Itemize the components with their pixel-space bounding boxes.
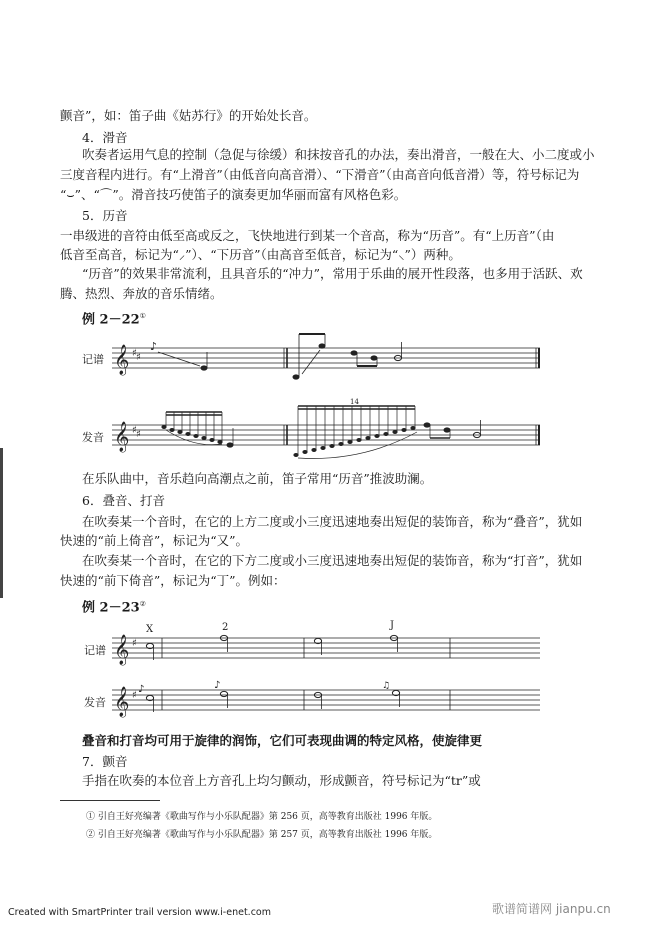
svg-text:♪: ♪ — [214, 680, 221, 691]
site-watermark: 歌谱简谱网 jianpu.cn — [492, 902, 611, 916]
section-heading-4: 4．滑音 — [82, 130, 128, 145]
footnote-ref: ① — [139, 312, 146, 320]
footnote: ① 引自王好亮编著《歌曲写作与小乐队配器》第 256 页，高等教育出版社 1996 年版。 — [86, 812, 438, 822]
svg-text:♯: ♯ — [136, 429, 141, 440]
text-line: “历音”的效果非常流利，且具音乐的“冲力”，常用于乐曲的展开性段落，也多用于活跃、欢 — [82, 266, 583, 281]
scan-edge-mark — [0, 448, 3, 598]
svg-text:J: J — [390, 620, 395, 631]
staff-label-sound: 发音 — [84, 696, 106, 709]
treble-clef-icon: 𝄞 — [114, 687, 130, 717]
text-line: 三度音程内进行。有“上滑音”（由低音向高音滑）、“下滑音”（由高音向低音滑）等，符号标记为 — [60, 167, 580, 182]
footnote-divider — [60, 800, 160, 801]
music-staff-sound-2 — [112, 672, 542, 722]
text-line: 颤音”，如：笛子曲《姑苏行》的开始处长音。 — [60, 108, 317, 123]
svg-text:X: X — [146, 624, 154, 635]
text-line: 一串级进的音符由低至高或反之，飞快地进行到某一个音高，称为“历音”。有“上历音”（由 — [60, 228, 555, 243]
text-line: 在吹奏某一个音时，在它的上方二度或小三度迅速地奏出短促的装饰音，称为“叠音”，犹如 — [82, 514, 583, 529]
music-staff-notation-2 — [112, 620, 542, 670]
footnote: ② 引自王好亮编著《歌曲写作与小乐队配器》第 257 页，高等教育出版社 1996 年版。 — [86, 830, 438, 840]
text-line: 腾、热烈、奔放的音乐情绪。 — [60, 286, 223, 301]
staff-label-notation: 记谱 — [84, 644, 106, 657]
music-staff-notation — [112, 326, 542, 386]
svg-text:♯: ♯ — [132, 690, 137, 701]
staff-label-notation: 记谱 — [82, 353, 104, 366]
section-heading-6: 6．叠音、打音 — [82, 493, 165, 508]
text-line: 在乐队曲中，音乐趋向高潮点之前，笛子常用“历音”推波助澜。 — [82, 471, 433, 486]
tuplet-number: 14 — [350, 398, 359, 406]
svg-text:♫: ♫ — [382, 681, 391, 691]
music-staff-sound — [112, 400, 542, 470]
text-line: 低音至高音，标记为“⸝”）、“下历音”（由高音至低音，标记为“⸜”）两种。 — [60, 247, 461, 262]
treble-clef-icon: 𝄞 — [114, 345, 130, 375]
section-heading-7: 7．颤音 — [82, 754, 128, 769]
svg-text:♪: ♪ — [150, 340, 158, 353]
svg-text:♯: ♯ — [132, 638, 137, 649]
text-line: 在吹奏某一个音时，在它的下方二度或小三度迅速地奏出短促的装饰音，称为“打音”，犹如 — [82, 553, 583, 568]
treble-clef-icon: 𝄞 — [114, 635, 130, 665]
treble-clef-icon: 𝄞 — [114, 422, 130, 452]
printer-credit: Created with SmartPrinter trail version www.i-enet.com — [8, 907, 271, 918]
footnote-ref: ② — [139, 600, 146, 608]
text-line: 叠音和打音均可用于旋律的润饰，它们可表现曲调的特定风格，使旋律更 — [82, 733, 483, 748]
svg-text:♯: ♯ — [132, 348, 137, 359]
example-title: 例 2－22① — [82, 312, 146, 328]
text-line: 快速的“前上倚音”，标记为“又”。 — [60, 533, 249, 548]
svg-text:♪: ♪ — [138, 684, 145, 695]
section-heading-5: 5．历音 — [82, 208, 128, 223]
svg-text:♯: ♯ — [136, 352, 141, 363]
text-line: 吹奏者运用气息的控制（急促与徐缓）和抹按音孔的办法，奏出滑音，一般在大、小二度或小 — [82, 147, 595, 162]
example-title: 例 2－23② — [82, 600, 146, 616]
text-line: 快速的“前下倚音”，标记为“丁”。例如： — [60, 573, 286, 588]
staff-label-sound: 发音 — [82, 431, 104, 444]
text-line: 手指在吹奏的本位音上方音孔上均匀颤动，形成颤音，符号标记为“tr”或 — [82, 773, 481, 788]
svg-text:♯: ♯ — [132, 425, 137, 436]
text-line: “⌣”、“⌒”。滑音技巧使笛子的演奏更加华丽而富有风格色彩。 — [60, 187, 407, 202]
svg-text:2: 2 — [222, 622, 229, 633]
